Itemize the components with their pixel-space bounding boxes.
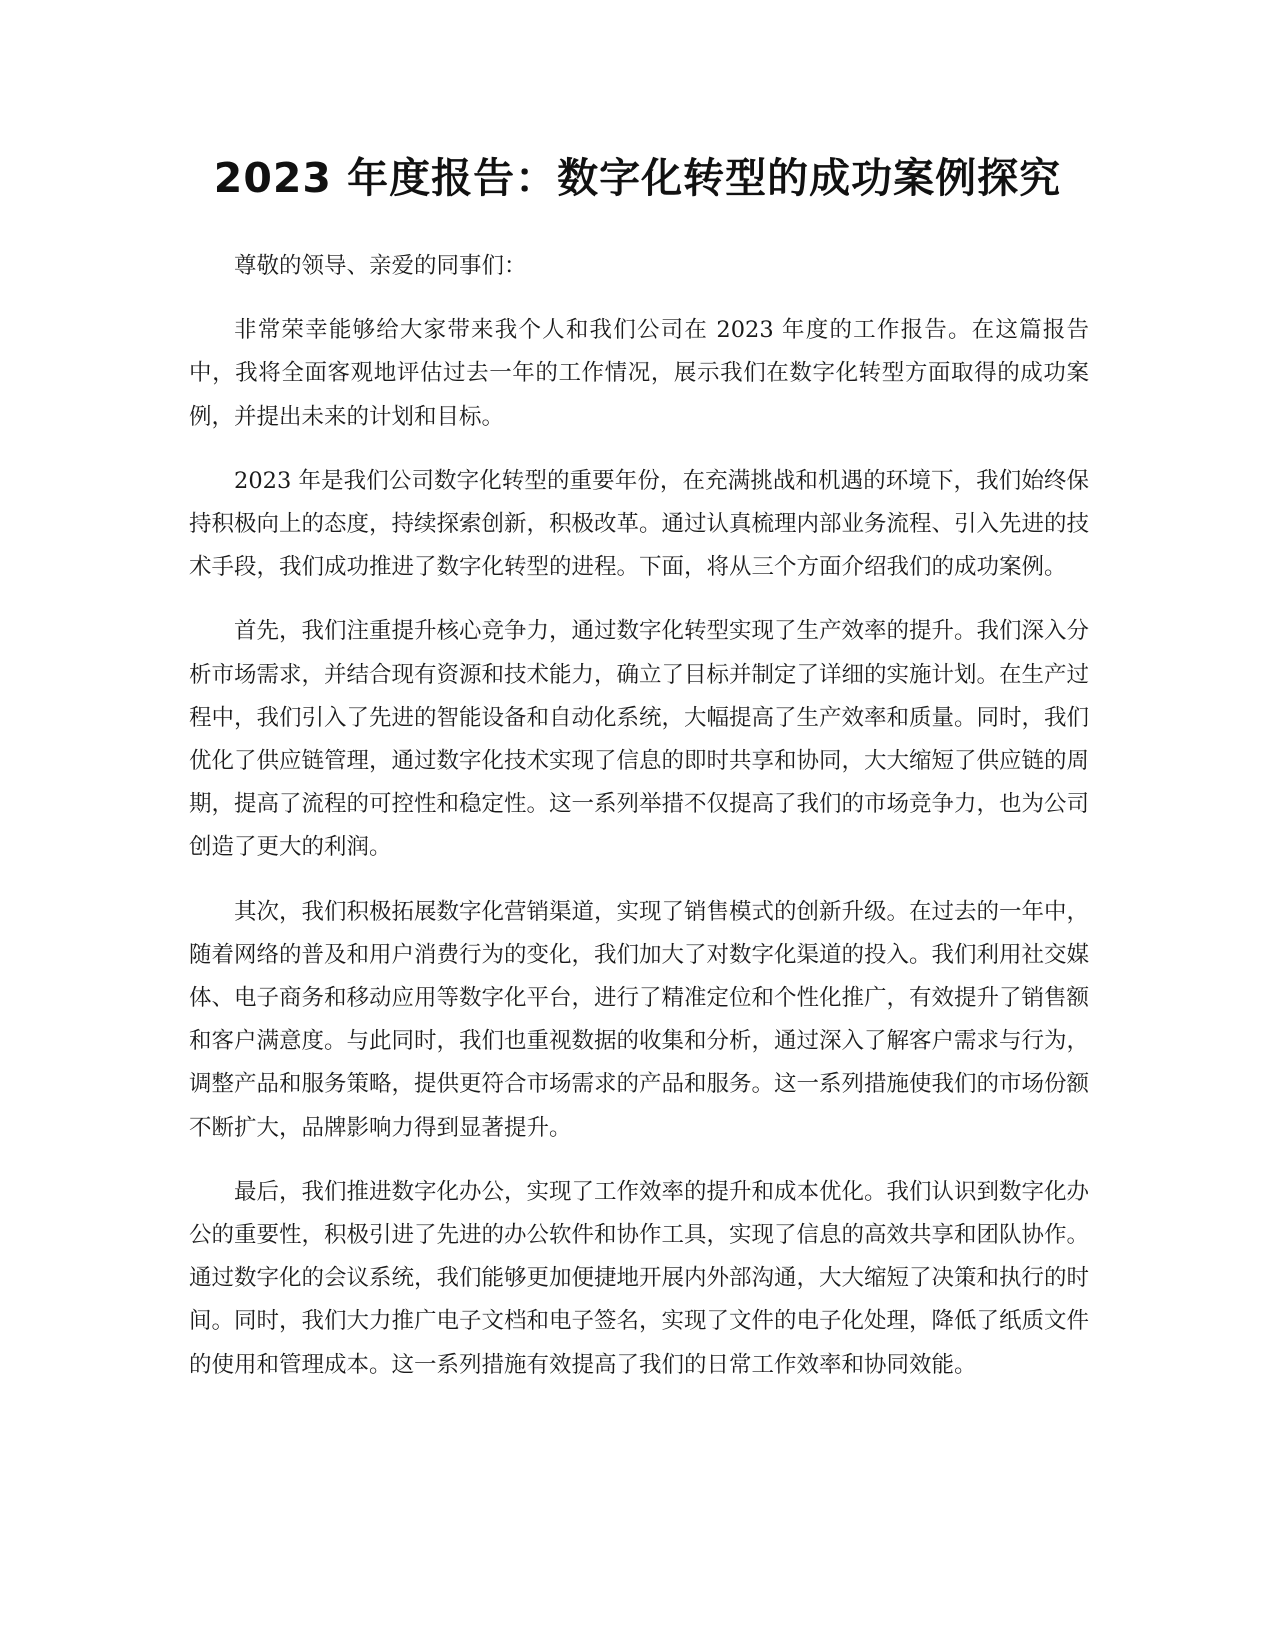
paragraph-overview: 2023 年是我们公司数字化转型的重要年份，在充满挑战和机遇的环境下，我们始终保持积极向上的态度，持续探索创新，积极改革。通过认真梳理内部业务流程、引入先进的技术手段，我们成功推进了数字化转型的进程。下面，将从三个方面介绍我们的成功案例。 [189,467,1090,581]
paragraph-production: 首先，我们注重提升核心竞争力，通过数字化转型实现了生产效率的提升。我们深入分析市场需求，并结合现有资源和技术能力，确立了目标并制定了详细的实施计划。在生产过程中，我们引入了先进的智能设备和自动化系统，大幅提高了生产效率和质量。同时，我们优化了供应链管理，通过数字化技术实现了信息的即时共享和协同，大大缩短了供应链的周期，提高了流程的可控性和稳定性。这一系列举措不仅提高了我们的市场竞争力，也为公司创造了更大的利润。 [189,618,1090,861]
document-title: 2023 年度报告：数字化转型的成功案例探究 [213,154,1062,202]
paragraph-office: 最后，我们推进数字化办公，实现了工作效率的提升和成本优化。我们认识到数字化办公的重要性，积极引进了先进的办公软件和协作工具，实现了信息的高效共享和团队协作。通过数字化的会议系统，我们能够更加便捷地开展内外部沟通，大大缩短了决策和执行的时间。同时，我们大力推广电子文档和电子签名，实现了文件的电子化处理，降低了纸质文件的使用和管理成本。这一系列措施有效提高了我们的日常工作效率和协同效能。 [189,1178,1090,1378]
paragraph-marketing: 其次，我们积极拓展数字化营销渠道，实现了销售模式的创新升级。在过去的一年中，随着网络的普及和用户消费行为的变化，我们加大了对数字化渠道的投入。我们利用社交媒体、电子商务和移动应用等数字化平台，进行了精准定位和个性化推广，有效提升了销售额和客户满意度。与此同时，我们也重视数据的收集和分析，通过深入了解客户需求与行为，调整产品和服务策略，提供更符合市场需求的产品和服务。这一系列措施使我们的市场份额不断扩大，品牌影响力得到显著提升。 [189,898,1090,1141]
salutation: 尊敬的领导、亲爱的同事们： [234,253,527,279]
document-body [189,245,1089,1408]
paragraph-intro: 非常荣幸能够给大家带来我个人和我们公司在 2023 年度的工作报告。在这篇报告中，我将全面客观地评估过去一年的工作情况，展示我们在数字化转型方面取得的成功案例，并提出未来的计划和目标。 [189,317,1089,430]
